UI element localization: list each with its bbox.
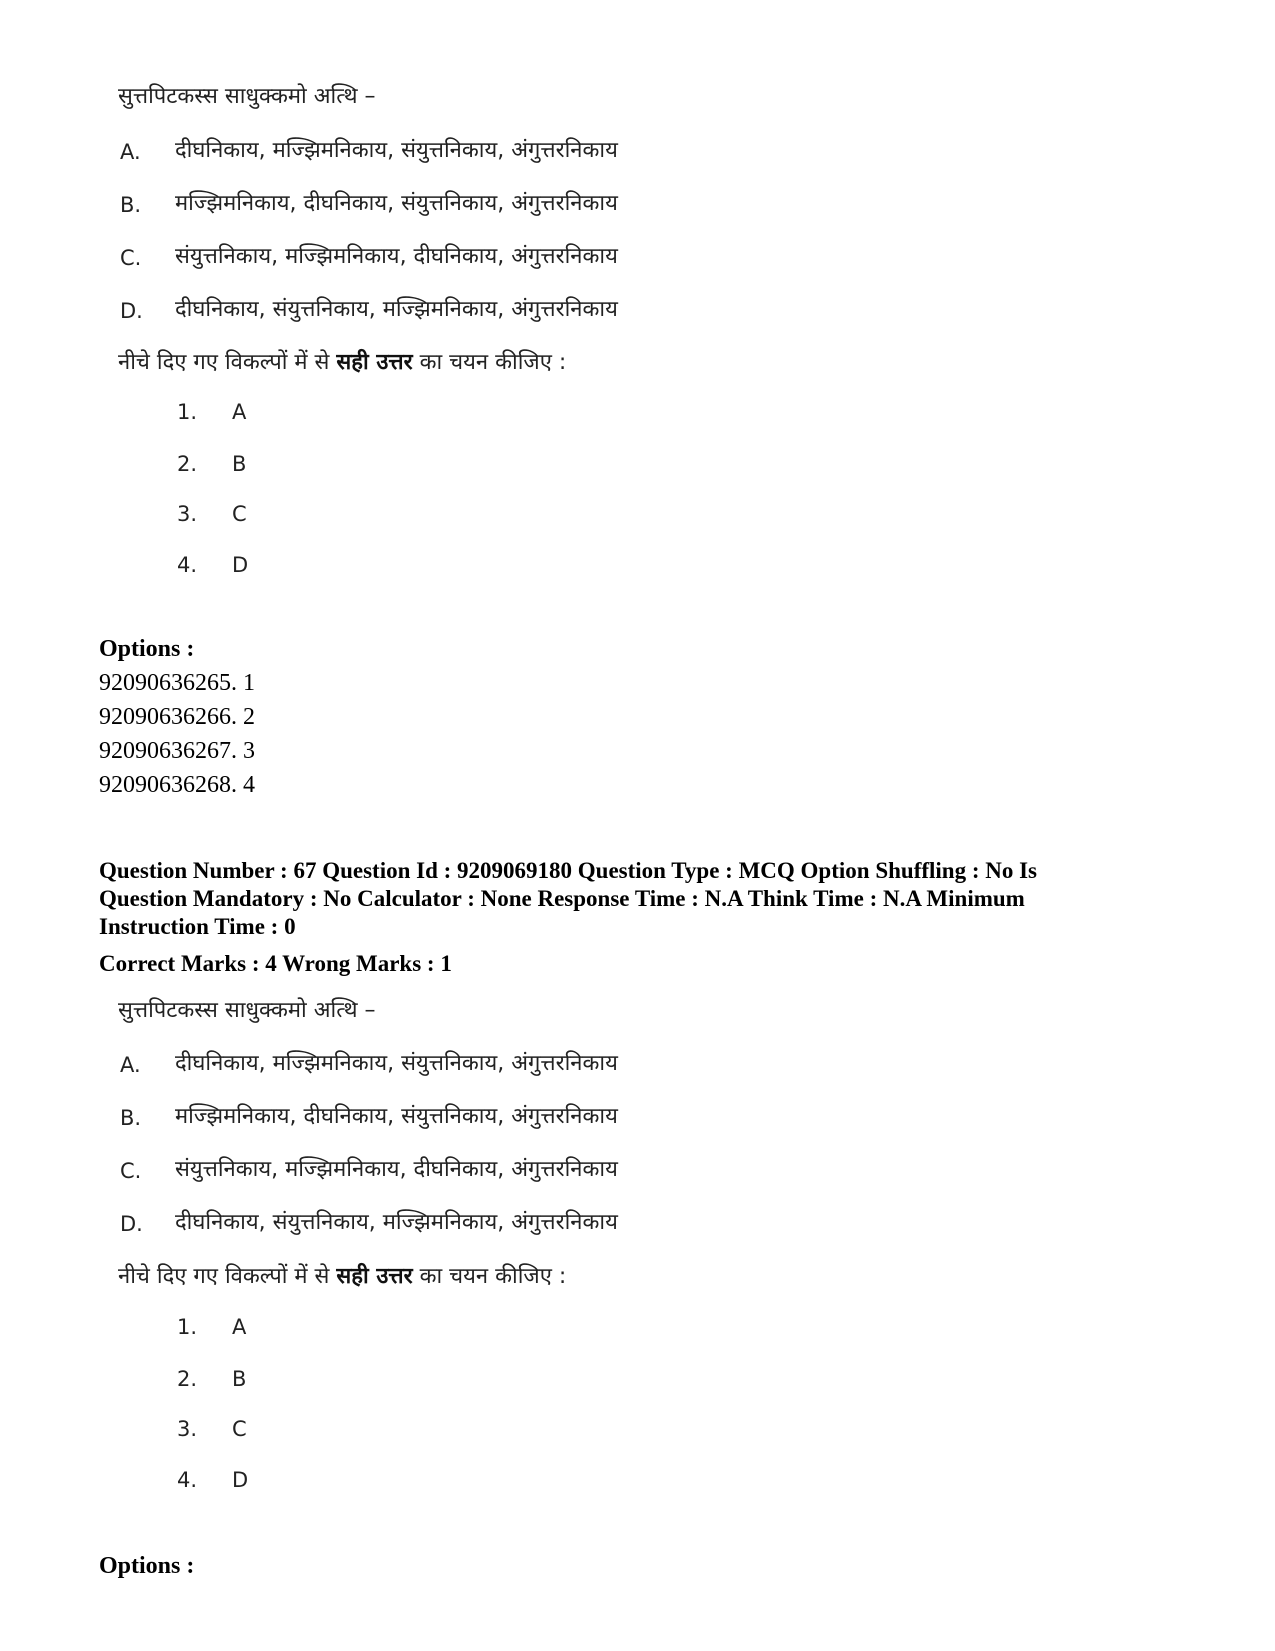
statement-text: मज्झिमनिकाय, दीघनिकाय, संयुत्तनिकाय, अंगुत्तरनिकाय bbox=[175, 191, 618, 216]
choice-number: 3. bbox=[177, 502, 198, 526]
statement-text: दीघनिकाय, मज्झिमनिकाय, संयुत्तनिकाय, अंगुत्तरनिकाय bbox=[175, 1051, 618, 1076]
choice-answer: D bbox=[232, 553, 249, 577]
instruction-text: नीचे दिए गए विकल्पों में से सही उत्तर का चयन कीजिए : bbox=[118, 1264, 567, 1289]
choice-answer: C bbox=[232, 1417, 247, 1441]
statement-text: संयुत्तनिकाय, मज्झिमनिकाय, दीघनिकाय, अंगुत्तरनिकाय bbox=[175, 244, 618, 269]
choice-number: 1. bbox=[177, 1315, 198, 1339]
choice-number: 1. bbox=[177, 400, 198, 424]
option-line: 92090636265. 1 bbox=[99, 670, 255, 696]
choice-number: 4. bbox=[177, 1468, 198, 1492]
choice-answer: B bbox=[232, 452, 247, 476]
choice-answer: C bbox=[232, 502, 247, 526]
choice-number: 2. bbox=[177, 1367, 198, 1391]
statement-text: मज्झिमनिकाय, दीघनिकाय, संयुत्तनिकाय, अंगुत्तरनिकाय bbox=[175, 1104, 618, 1129]
statement-letter: B. bbox=[120, 1106, 142, 1130]
statement-text: दीघनिकाय, संयुत्तनिकाय, मज्झिमनिकाय, अंगुत्तरनिकाय bbox=[175, 297, 618, 322]
statement-text: दीघनिकाय, मज्झिमनिकाय, संयुत्तनिकाय, अंगुत्तरनिकाय bbox=[175, 138, 618, 163]
options-heading: Options : bbox=[99, 1553, 195, 1579]
statement-text: संयुत्तनिकाय, मज्झिमनिकाय, दीघनिकाय, अंगुत्तरनिकाय bbox=[175, 1157, 618, 1182]
meta-line-2: Question Mandatory : No Calculator : None Response Time : N.A Think Time : N.A Minimum bbox=[99, 886, 1025, 911]
instruction-text: नीचे दिए गए विकल्पों में से सही उत्तर का चयन कीजिए : bbox=[118, 350, 567, 375]
marks-line: Correct Marks : 4 Wrong Marks : 1 bbox=[99, 951, 452, 976]
choice-answer: B bbox=[232, 1367, 247, 1391]
statement-letter: D. bbox=[120, 299, 143, 323]
choice-number: 3. bbox=[177, 1417, 198, 1441]
statement-letter: C. bbox=[120, 246, 142, 270]
options-heading: Options : bbox=[99, 636, 195, 662]
choice-answer: D bbox=[232, 1468, 249, 1492]
option-line: 92090636268. 4 bbox=[99, 772, 255, 798]
choice-answer: A bbox=[232, 400, 247, 424]
option-line: 92090636267. 3 bbox=[99, 738, 255, 764]
option-line: 92090636266. 2 bbox=[99, 704, 255, 730]
question-stem: सुत्तपिटकस्स साधुक्कमो अत्थि – bbox=[118, 998, 376, 1023]
statement-letter: A. bbox=[120, 1053, 141, 1077]
meta-line-1: Question Number : 67 Question Id : 9209069180 Question Type : MCQ Option Shuffling : No Is bbox=[99, 858, 1038, 883]
statement-letter: A. bbox=[120, 140, 141, 164]
choice-number: 2. bbox=[177, 452, 198, 476]
meta-line-3: Instruction Time : 0 bbox=[99, 914, 296, 939]
question-meta bbox=[99, 857, 1179, 941]
statement-text: दीघनिकाय, संयुत्तनिकाय, मज्झिमनिकाय, अंगुत्तरनिकाय bbox=[175, 1210, 618, 1235]
statement-letter: B. bbox=[120, 193, 142, 217]
choice-answer: A bbox=[232, 1315, 247, 1339]
statement-letter: C. bbox=[120, 1159, 142, 1183]
statement-letter: D. bbox=[120, 1212, 143, 1236]
question-stem: सुत्तपिटकस्स साधुक्कमो अत्थि – bbox=[118, 84, 376, 109]
choice-number: 4. bbox=[177, 553, 198, 577]
